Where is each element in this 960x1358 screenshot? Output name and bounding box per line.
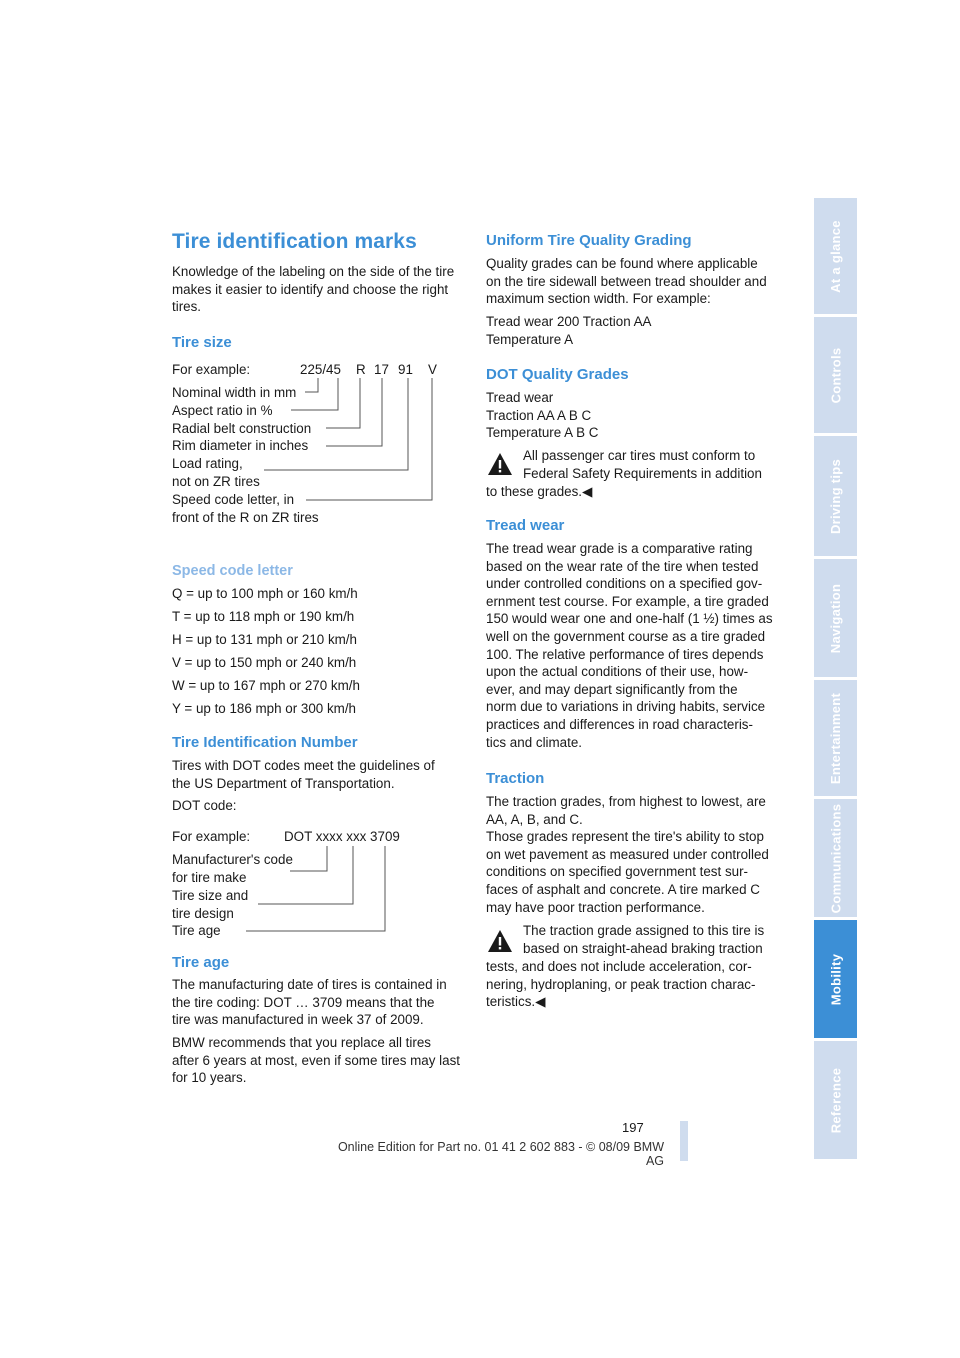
dot-label: for tire make <box>172 870 247 885</box>
tire-age-text: BMW recommends that you replace all tires after 6 years at most, even if some tires may last for 10 years. <box>172 1035 461 1086</box>
speed-code-item: Q = up to 100 mph or 160 km/h <box>172 586 358 601</box>
dot-label: Manufacturer's code <box>172 852 293 867</box>
dot-example-label: For example: <box>172 829 251 844</box>
speed-code-item: W = up to 167 mph or 270 km/h <box>172 678 360 693</box>
sidebar-tab-label: Driving tips <box>828 458 844 534</box>
intro-text: Knowledge of the labeling on the side of the tire makes it easier to identify and choose the right tires. <box>172 264 455 315</box>
page-number: 197 <box>622 1120 644 1135</box>
dot-example-code: DOT xxxx xxx 3709 <box>284 829 400 844</box>
traction-heading: Traction <box>486 770 545 787</box>
sidebar-tab-label: Reference <box>828 1067 844 1133</box>
dot-label: Tire age <box>172 923 221 938</box>
warning-icon <box>487 929 513 953</box>
sidebar-tab-reference[interactable] <box>814 1041 857 1159</box>
tire-size-label: front of the R on ZR tires <box>172 510 319 525</box>
tire-size-label: Radial belt construction <box>172 421 312 436</box>
utqg-heading: Uniform Tire Quality Grading <box>486 232 692 249</box>
page-title: Tire identification marks <box>172 230 417 253</box>
warning-text: All passenger car tires must conform to Federal Safety Requirements in addition <box>523 448 762 481</box>
sidebar-tab-label: Navigation <box>828 583 843 653</box>
tire-size-label: Aspect ratio in % <box>172 403 273 418</box>
tire-size-heading: Tire size <box>172 334 232 351</box>
tire-size-part: 91 <box>398 362 413 377</box>
speed-code-item: H = up to 131 mph or 210 km/h <box>172 632 357 647</box>
tire-size-part: 17 <box>374 362 389 377</box>
dot-code-label: DOT code: <box>172 798 237 813</box>
warning-text: The traction grade assigned to this tire is based on straight-ahead braking traction <box>523 923 765 956</box>
sidebar-tab-label: Communications <box>828 803 843 913</box>
tire-size-label: Load rating, <box>172 456 243 471</box>
speed-code-item: Y = up to 186 mph or 300 km/h <box>172 701 356 716</box>
warning-icon <box>487 452 513 476</box>
warning-text: to these grades.◀ <box>486 484 593 499</box>
tire-age-heading: Tire age <box>172 954 230 971</box>
tire-age-text: The manufacturing date of tires is contained in the tire coding: DOT … 3709 means that the tire was manufactured in week 37 of 2009. <box>172 977 447 1028</box>
dot-grades-text: Tread wear Traction AA A B C Temperature A B C <box>486 390 599 441</box>
tin-text: Tires with DOT codes meet the guidelines of the US Department of Transportation. <box>172 758 435 791</box>
traction-text: The traction grades, from highest to lowest, are AA, A, B, and C. Those grades represent the tire's ability to stop on wet pavement as measured under controlled conditions on specified government test sur- faces of asphalt and concrete. A tire marked C may have poor traction performance. <box>486 794 769 915</box>
tire-size-label: Speed code letter, in <box>172 492 295 507</box>
utqg-example: Tread wear 200 Traction AA Temperature A <box>486 314 652 347</box>
dot-grades-heading: DOT Quality Grades <box>486 366 629 383</box>
tire-size-label: Nominal width in mm <box>172 385 297 400</box>
dot-label: tire design <box>172 906 234 921</box>
tin-heading: Tire Identification Number <box>172 734 358 751</box>
tire-size-part: R <box>356 362 366 377</box>
utqg-text: Quality grades can be found where applicable on the tire sidewall between tread shoulder and maximum section width. For example: <box>486 256 767 307</box>
footer-text: Online Edition for Part no. 01 41 2 602 883 - © 08/09 BMW AG <box>337 1140 664 1168</box>
sidebar-tab-label: Mobility <box>828 953 844 1005</box>
tire-size-part: V <box>428 362 437 377</box>
tread-wear-text: The tread wear grade is a comparative rating based on the wear rate of the tire when tested under controlled conditions on a specified gov- ernment test course. For example, a tire graded 150 would wear one and one-half (1 ½) times as well on the government course as a tire graded 100. The relative performance of tires depends upon the actual conditions of their use, how- ever, and may depart significantly from the norm due to variations in driving habits, service practices and differences in road characteris- tics and climate. <box>486 541 773 750</box>
warning-text: tests, and does not include acceleration, cor- nering, hydroplaning, or peak traction charac- teristics.◀ <box>486 959 756 1010</box>
speed-code-item: T = up to 118 mph or 190 km/h <box>172 609 355 624</box>
speed-code-heading: Speed code letter <box>172 563 293 579</box>
sidebar-tab-label: Entertainment <box>828 692 843 784</box>
footer-accent-bar <box>680 1121 688 1161</box>
sidebar-tab-label: Controls <box>828 347 843 403</box>
tread-wear-heading: Tread wear <box>486 517 565 534</box>
tire-size-label: not on ZR tires <box>172 474 260 489</box>
tire-size-part: 225/45 <box>300 362 341 377</box>
dot-label: Tire size and <box>172 888 249 903</box>
tire-size-label: Rim diameter in inches <box>172 438 309 453</box>
tire-size-example-label: For example: <box>172 362 251 377</box>
speed-code-item: V = up to 150 mph or 240 km/h <box>172 655 357 670</box>
sidebar-tab-label: At a glance <box>828 219 843 293</box>
